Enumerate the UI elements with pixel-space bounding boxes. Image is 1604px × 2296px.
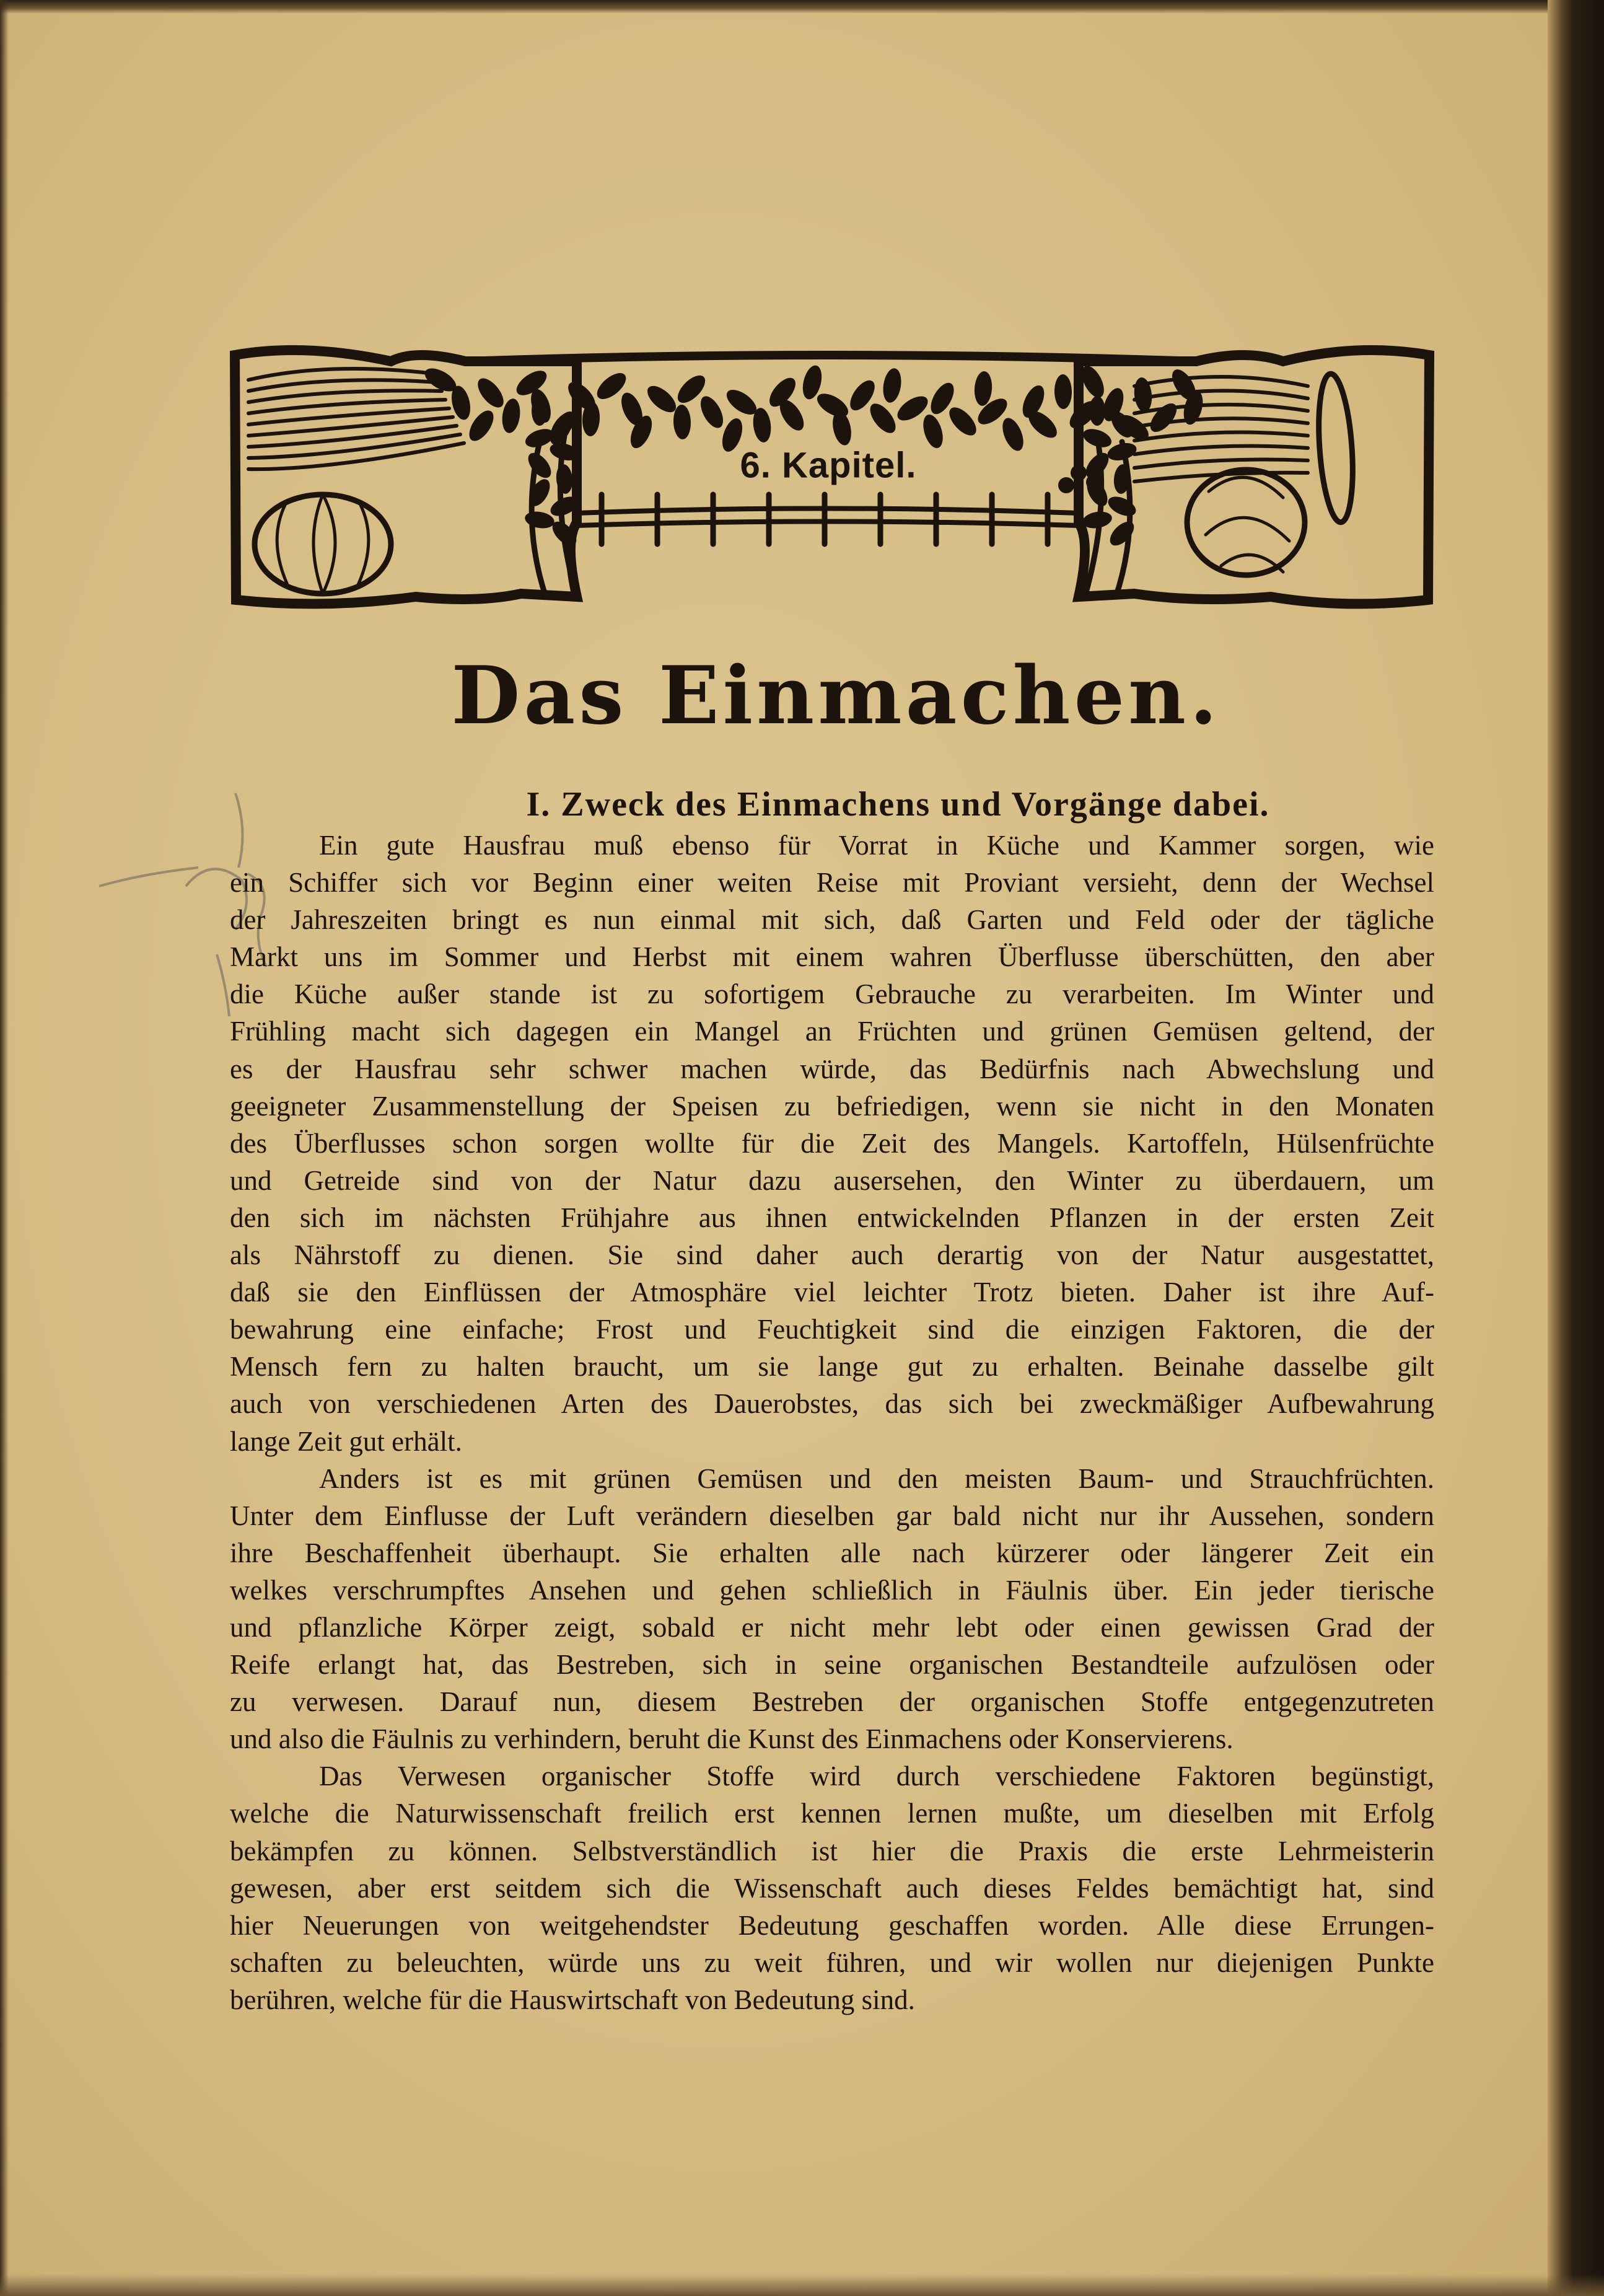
text-line: gewesen, aber erst seitdem sich die Wissenschaft auch dieses Feldes bemächtigt hat, sind <box>230 1872 1434 1904</box>
text-line: Reife erlangt hat, das Bestreben, sich in seine organischen Bestandteile aufzulösen oder <box>230 1649 1434 1681</box>
text-line: hier Neuerungen von weitgehendster Bedeutung geschaffen worden. Alle diese Errungen- <box>230 1909 1434 1941</box>
cherry-icon <box>1071 465 1087 481</box>
text-line: Das Verwesen organischer Stoffe wird durch verschiedene Faktoren begünstigt, <box>319 1761 1434 1792</box>
text-line: berühren, welche für die Hauswirtschaft von Bedeutung sind. <box>230 1984 915 2015</box>
leaf-icon <box>532 396 548 426</box>
text-line: es der Hausfrau sehr schwer machen würde, das Bedürfnis nach Abwechslung und <box>230 1053 1434 1084</box>
sky-hatching-line <box>248 369 434 380</box>
leaf-icon <box>999 415 1028 454</box>
leaf-icon <box>500 397 522 434</box>
text-line: ein Schiffer sich vor Beginn einer weiten Reise mit Proviant versieht, denn der Wechsel <box>230 867 1434 899</box>
text-line: und also die Fäulnis zu verhindern, beruht die Kunst des Einmachens oder Konservierens. <box>230 1723 1234 1755</box>
text-line: Frühling macht sich dagegen ein Mangel an Früchten und grünen Gemüsen geltend, der <box>230 1016 1434 1047</box>
text-line: des Überflusses schon sorgen wollte für die Zeit des Mangels. Kartoffeln, Hülsenfrüchte <box>230 1127 1434 1159</box>
leaf-icon <box>696 393 727 432</box>
sky-hatching-line <box>248 426 457 447</box>
sky-hatching-line <box>1134 446 1308 454</box>
cherry-icon <box>1086 474 1102 490</box>
text-line: Anders ist es mit grünen Gemüsen und den meisten Baum- und Strauchfrüchten. <box>319 1462 1434 1494</box>
leaf-icon <box>881 367 903 404</box>
text-line: geeigneter Zusammenstellung der Speisen zu befriedigen, wenn sie nicht in den Monaten <box>230 1090 1434 1122</box>
text-line: und pflanzliche Körper zeigt, sobald er nicht mehr lebt oder einen gewissen Grad der <box>230 1611 1434 1643</box>
text-line: als Nährstoff zu dienen. Sie sind daher auch derartig von der Natur ausgestattet, <box>230 1239 1434 1271</box>
sky-hatching-line <box>1134 390 1308 400</box>
text-line: die Küche außer stande ist zu sofortigem Gebrauche zu verarbeiten. Im Winter und <box>230 979 1434 1010</box>
leaf-icon <box>1106 517 1138 550</box>
text-line: ihre Beschaffenheit überhaupt. Sie erhalten alle nach kürzerer oder längerer Zeit ein <box>230 1537 1434 1568</box>
text-line: auch von verschiedenen Arten des Dauerobstes, das sich bei zweckmäßiger Aufbewahrung <box>230 1388 1434 1420</box>
cherry-icon <box>1058 477 1074 493</box>
section-heading: I. Zweck des Einmachens und Vorgänge dabei. <box>526 785 1270 824</box>
text-line: Ein gute Hausfrau muß ebenso für Vorrat in Küche und Kammer sorgen, wie <box>319 830 1434 861</box>
page-left-edge <box>0 0 9 2296</box>
leaf-icon <box>673 405 691 440</box>
leaf-icon <box>473 374 508 411</box>
chapter-number: 6. Kapitel. <box>740 445 917 486</box>
text-line: Markt uns im Sommer und Herbst mit einem wahren Überflusse überschütten, den aber <box>230 941 1434 973</box>
leaf-icon <box>524 509 556 530</box>
text-line: Mensch fern zu halten braucht, um sie lange gut zu erhalten. Beinahe dasselbe gilt <box>230 1351 1434 1383</box>
page-title: Das Einmachen. <box>451 649 1221 742</box>
text-line: daß sie den Einflüssen der Atmosphäre viel leichter Trotz bieten. Daher ist ihre Auf- <box>230 1277 1434 1308</box>
sky-hatching-line <box>1134 377 1308 386</box>
leaf-icon <box>1054 374 1072 409</box>
leaf-icon <box>973 371 993 407</box>
text-line: bewahrung eine einfache; Frost und Feuchtigkeit sind die einzigen Faktoren, die der <box>230 1314 1434 1345</box>
leaf-icon <box>1089 396 1105 426</box>
leaf-icon <box>919 412 946 451</box>
text-line: Unter dem Einflusse der Luft verändern dieselben gar bald nicht nur ihr Aussehen, sondern <box>230 1500 1434 1531</box>
text-line: den sich im nächsten Frühjahre aus ihnen entwickelnden Pflanzen in der ersten Zeit <box>230 1202 1434 1233</box>
body-text <box>230 827 1434 2018</box>
book-spine-edge <box>1548 0 1604 2296</box>
leaf-icon <box>866 399 901 437</box>
page-top-edge <box>0 0 1604 14</box>
page-bottom-edge <box>0 2274 1604 2296</box>
text-line: welkes verschrumpftes Ansehen und gehen schließlich in Fäulnis über. Ein jeder tierische <box>230 1574 1434 1606</box>
text-line: lange Zeit gut erhält. <box>230 1425 462 1457</box>
text-line: welche die Naturwissenschaft freilich erst kennen lernen mußte, um dieselben mit Erfolg <box>230 1798 1434 1829</box>
text-line: bekämpfen zu können. Selbstverständlich ist hier die Praxis die erste Lehrmeisterin <box>230 1835 1434 1867</box>
text-line: schaften zu beleuchten, würde uns zu weit führen, und wir wollen nur diejenigen Punkte <box>230 1946 1434 1978</box>
sky-hatching-line <box>1134 433 1308 441</box>
leaf-icon <box>643 381 681 417</box>
leaf-icon <box>945 403 981 440</box>
text-line: der Jahreszeiten bringt es nun einmal mit sich, daß Garten und Feld oder der tägliche <box>230 904 1434 936</box>
text-line: zu verwesen. Darauf nun, diesem Bestreben der organischen Stoffe entgegenzutreten <box>230 1686 1434 1718</box>
text-line: und Getreide sind von der Natur dazu ausersehen, den Winter zu überdauern, um <box>230 1164 1434 1196</box>
sky-hatching-line <box>1134 460 1308 468</box>
